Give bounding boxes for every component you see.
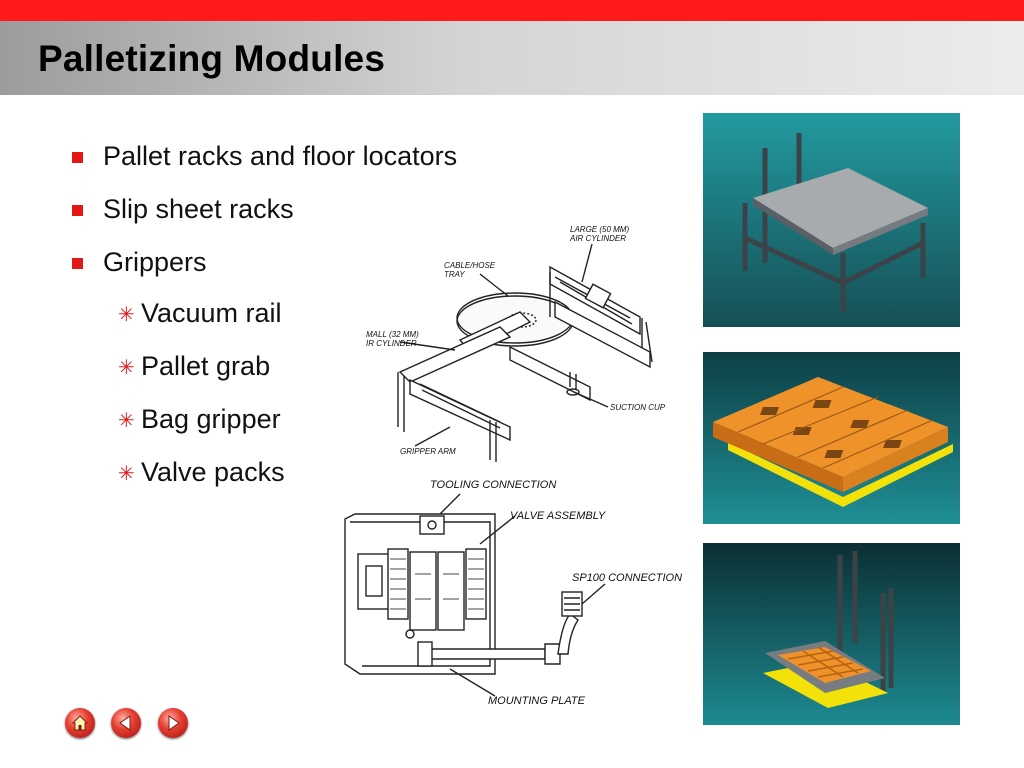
label-large-cylinder: LARGE (50 MM) [570,225,630,234]
slide-title: Palletizing Modules [38,38,386,79]
top-accent-bar [0,0,1024,21]
label-valve-assembly: VALVE ASSEMBLY [510,510,606,522]
label-sp100-connection: SP100 CONNECTION [572,572,683,584]
label-cable-tray: CABLE/HOSE [444,261,496,270]
sub-bullet-text: Valve packs [141,457,285,487]
square-bullet-icon [72,205,83,216]
arrow-right-icon [158,708,188,738]
title-band [0,21,1024,95]
gripper-diagram [360,222,680,464]
pallet-rack-image [703,113,960,327]
sub-bullet-text: Pallet grab [141,351,271,381]
label-small-cylinder-2: IR CYLINDER [366,339,417,348]
pallet-image [703,352,960,524]
asterisk-bullet-icon: ✳ [118,461,135,485]
home-icon [65,708,95,738]
slip-sheet-rack-image [703,543,960,725]
bullet-text: Pallet racks and floor locators [103,141,458,171]
asterisk-bullet-icon: ✳ [118,355,135,379]
next-slide-button[interactable] [158,708,188,738]
arrow-left-icon [111,708,141,738]
sub-bullet-text: Vacuum rail [141,298,282,328]
label-gripper-arm: GRIPPER ARM [400,447,456,456]
label-suction-cup: SUCTION CUP [610,403,666,412]
bullet-text: Grippers [103,247,207,277]
label-small-cylinder: MALL (32 MM) [366,330,419,339]
valve-assembly-diagram [330,474,690,710]
bullet-text: Slip sheet racks [103,194,294,224]
square-bullet-icon [72,258,83,269]
home-button[interactable] [65,708,95,738]
label-mounting-plate: MOUNTING PLATE [488,695,585,707]
sub-bullet-text: Bag gripper [141,404,281,434]
previous-slide-button[interactable] [111,708,141,738]
asterisk-bullet-icon: ✳ [118,408,135,432]
label-cable-tray-2: TRAY [444,270,465,279]
label-tooling-connection: TOOLING CONNECTION [430,479,557,491]
asterisk-bullet-icon: ✳ [118,302,135,326]
label-large-cylinder-2: AIR CYLINDER [570,234,627,243]
square-bullet-icon [72,152,83,163]
